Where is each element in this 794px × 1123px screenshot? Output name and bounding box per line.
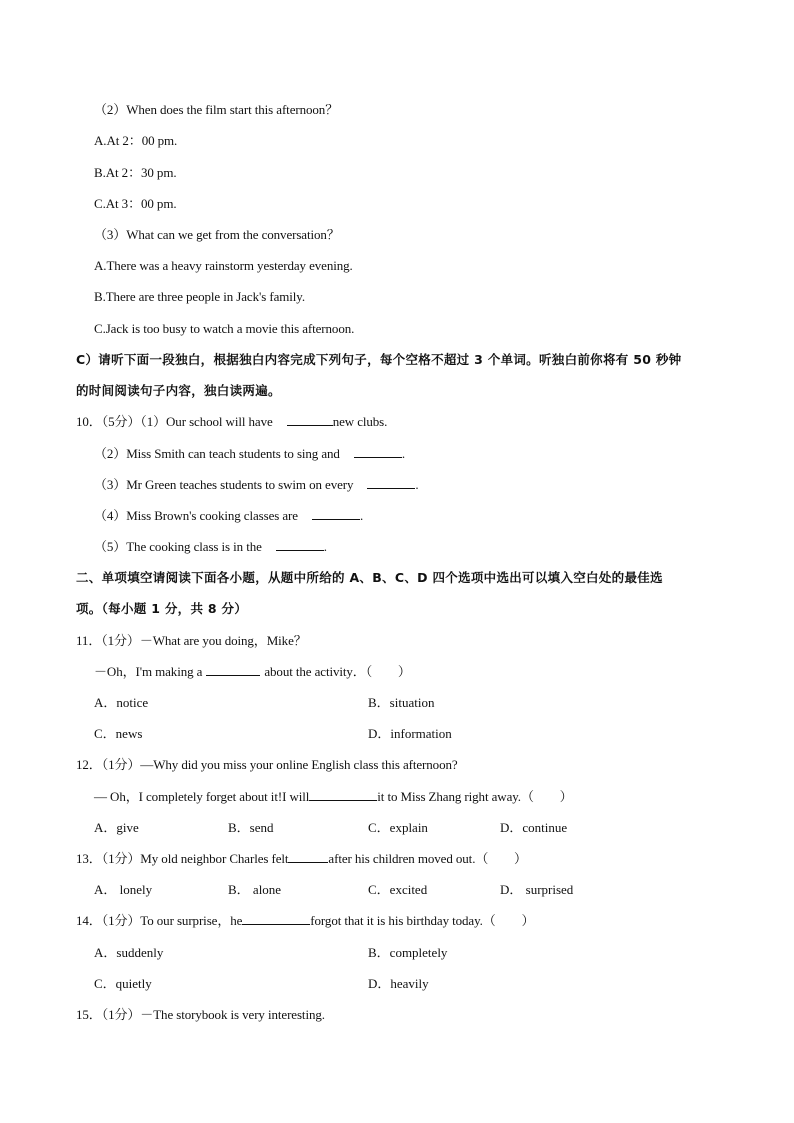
period: . xyxy=(415,477,419,492)
question-tail: after his children moved out.（ ） xyxy=(328,851,527,866)
answer-blank[interactable] xyxy=(367,476,415,489)
question-10-3 xyxy=(94,476,419,494)
answer-blank[interactable] xyxy=(287,413,333,426)
response-text: －Oh，I'm making a xyxy=(94,664,203,679)
question-11-response xyxy=(94,663,411,681)
option-d[interactable]: D．continue xyxy=(500,820,568,835)
question-15: 15．（1分）－The storybook is very interesting. xyxy=(76,1007,325,1022)
option-a: A.There was a heavy rainstorm yesterday evening. xyxy=(94,258,353,273)
question-10-2 xyxy=(94,445,405,463)
section-c-instruction-line2: 的时间阅读句子内容，独白读两遍。 xyxy=(76,383,281,398)
option-c[interactable]: C．news xyxy=(94,726,143,741)
question-10-1-tail: new clubs. xyxy=(332,414,388,429)
response-tail: it to Miss Zhang right away.（ ） xyxy=(377,789,573,804)
question-13 xyxy=(76,850,527,868)
question-11: 11．（1分）－What are you doing，Mike？ xyxy=(76,633,307,648)
answer-blank[interactable] xyxy=(312,507,360,520)
question-10-4 xyxy=(94,507,363,525)
option-b: B.There are three people in Jack's family. xyxy=(94,289,305,304)
answer-blank[interactable] xyxy=(354,445,402,458)
question-10-2-text: （2）Miss Smith can teach students to sing and xyxy=(94,446,340,461)
question-12: 12．（1分）—Why did you miss your online English class this afternoon? xyxy=(76,757,458,772)
response-text: — Oh，I completely forget about it!I will xyxy=(94,789,310,804)
part-2-instruction-line2: 项。（每小题 1 分，共 8 分） xyxy=(76,601,248,616)
question-tail: forgot that it is his birthday today.（ ） xyxy=(310,913,535,928)
answer-blank[interactable] xyxy=(276,538,324,551)
option-a[interactable]: A．give xyxy=(94,820,139,835)
question-9-3: （3）What can we get from the conversation？ xyxy=(94,227,340,242)
option-c: C.At 3：00 pm. xyxy=(94,196,177,211)
option-b[interactable]: B．completely xyxy=(368,945,448,960)
period: . xyxy=(359,508,364,523)
option-a: A.At 2：00 pm. xyxy=(94,133,178,148)
question-14 xyxy=(76,912,534,930)
period: . xyxy=(323,539,327,554)
answer-blank[interactable] xyxy=(242,912,310,925)
answer-blank[interactable] xyxy=(288,850,328,863)
option-c[interactable]: C．explain xyxy=(368,820,428,835)
option-c: C.Jack is too busy to watch a movie this afternoon. xyxy=(94,321,355,336)
period: . xyxy=(401,446,405,461)
question-10-4-text: （4）Miss Brown's cooking classes are xyxy=(94,508,298,523)
option-d[interactable]: D． surprised xyxy=(500,882,574,897)
option-a[interactable]: A．notice xyxy=(94,695,149,710)
question-10-5 xyxy=(94,538,327,556)
option-a[interactable]: A．suddenly xyxy=(94,945,164,960)
question-10-5-text: （5）The cooking class is in the xyxy=(94,539,262,554)
part-2-instruction-line1: 二、单项填空请阅读下面各小题，从题中所给的 A、B、C、D 四个选项中选出可以填入空白处的最佳选 xyxy=(76,570,663,585)
question-text: 13．（1分）My old neighbor Charles felt xyxy=(76,851,289,866)
option-d[interactable]: D．heavily xyxy=(368,976,429,991)
option-b[interactable]: B．send xyxy=(228,820,274,835)
answer-blank[interactable] xyxy=(206,663,260,676)
question-text: 14．（1分）To our surprise，he xyxy=(76,913,243,928)
question-9-2: （2）When does the film start this afternoon？ xyxy=(94,102,339,117)
option-d[interactable]: D．information xyxy=(368,726,452,741)
section-c-instruction-line1: C）请听下面一段独白，根据独白内容完成下列句子，每个空格不超过 3 个单词。听独白前你将有 50 秒钟 xyxy=(76,352,682,367)
question-12-response xyxy=(94,788,573,806)
question-10 xyxy=(76,413,387,431)
answer-blank[interactable] xyxy=(309,788,377,801)
option-a[interactable]: A． lonely xyxy=(94,882,153,897)
option-b: B.At 2：30 pm. xyxy=(94,165,177,180)
response-tail: about the activity．（ ） xyxy=(264,664,411,679)
option-c[interactable]: C．quietly xyxy=(94,976,152,991)
option-b[interactable]: B． alone xyxy=(228,882,282,897)
option-b[interactable]: B．situation xyxy=(368,695,435,710)
option-c[interactable]: C．excited xyxy=(368,882,428,897)
question-10-lead: 10．（5分）（1）Our school will have xyxy=(76,414,273,429)
question-10-3-text: （3）Mr Green teaches students to swim on every xyxy=(94,477,354,492)
